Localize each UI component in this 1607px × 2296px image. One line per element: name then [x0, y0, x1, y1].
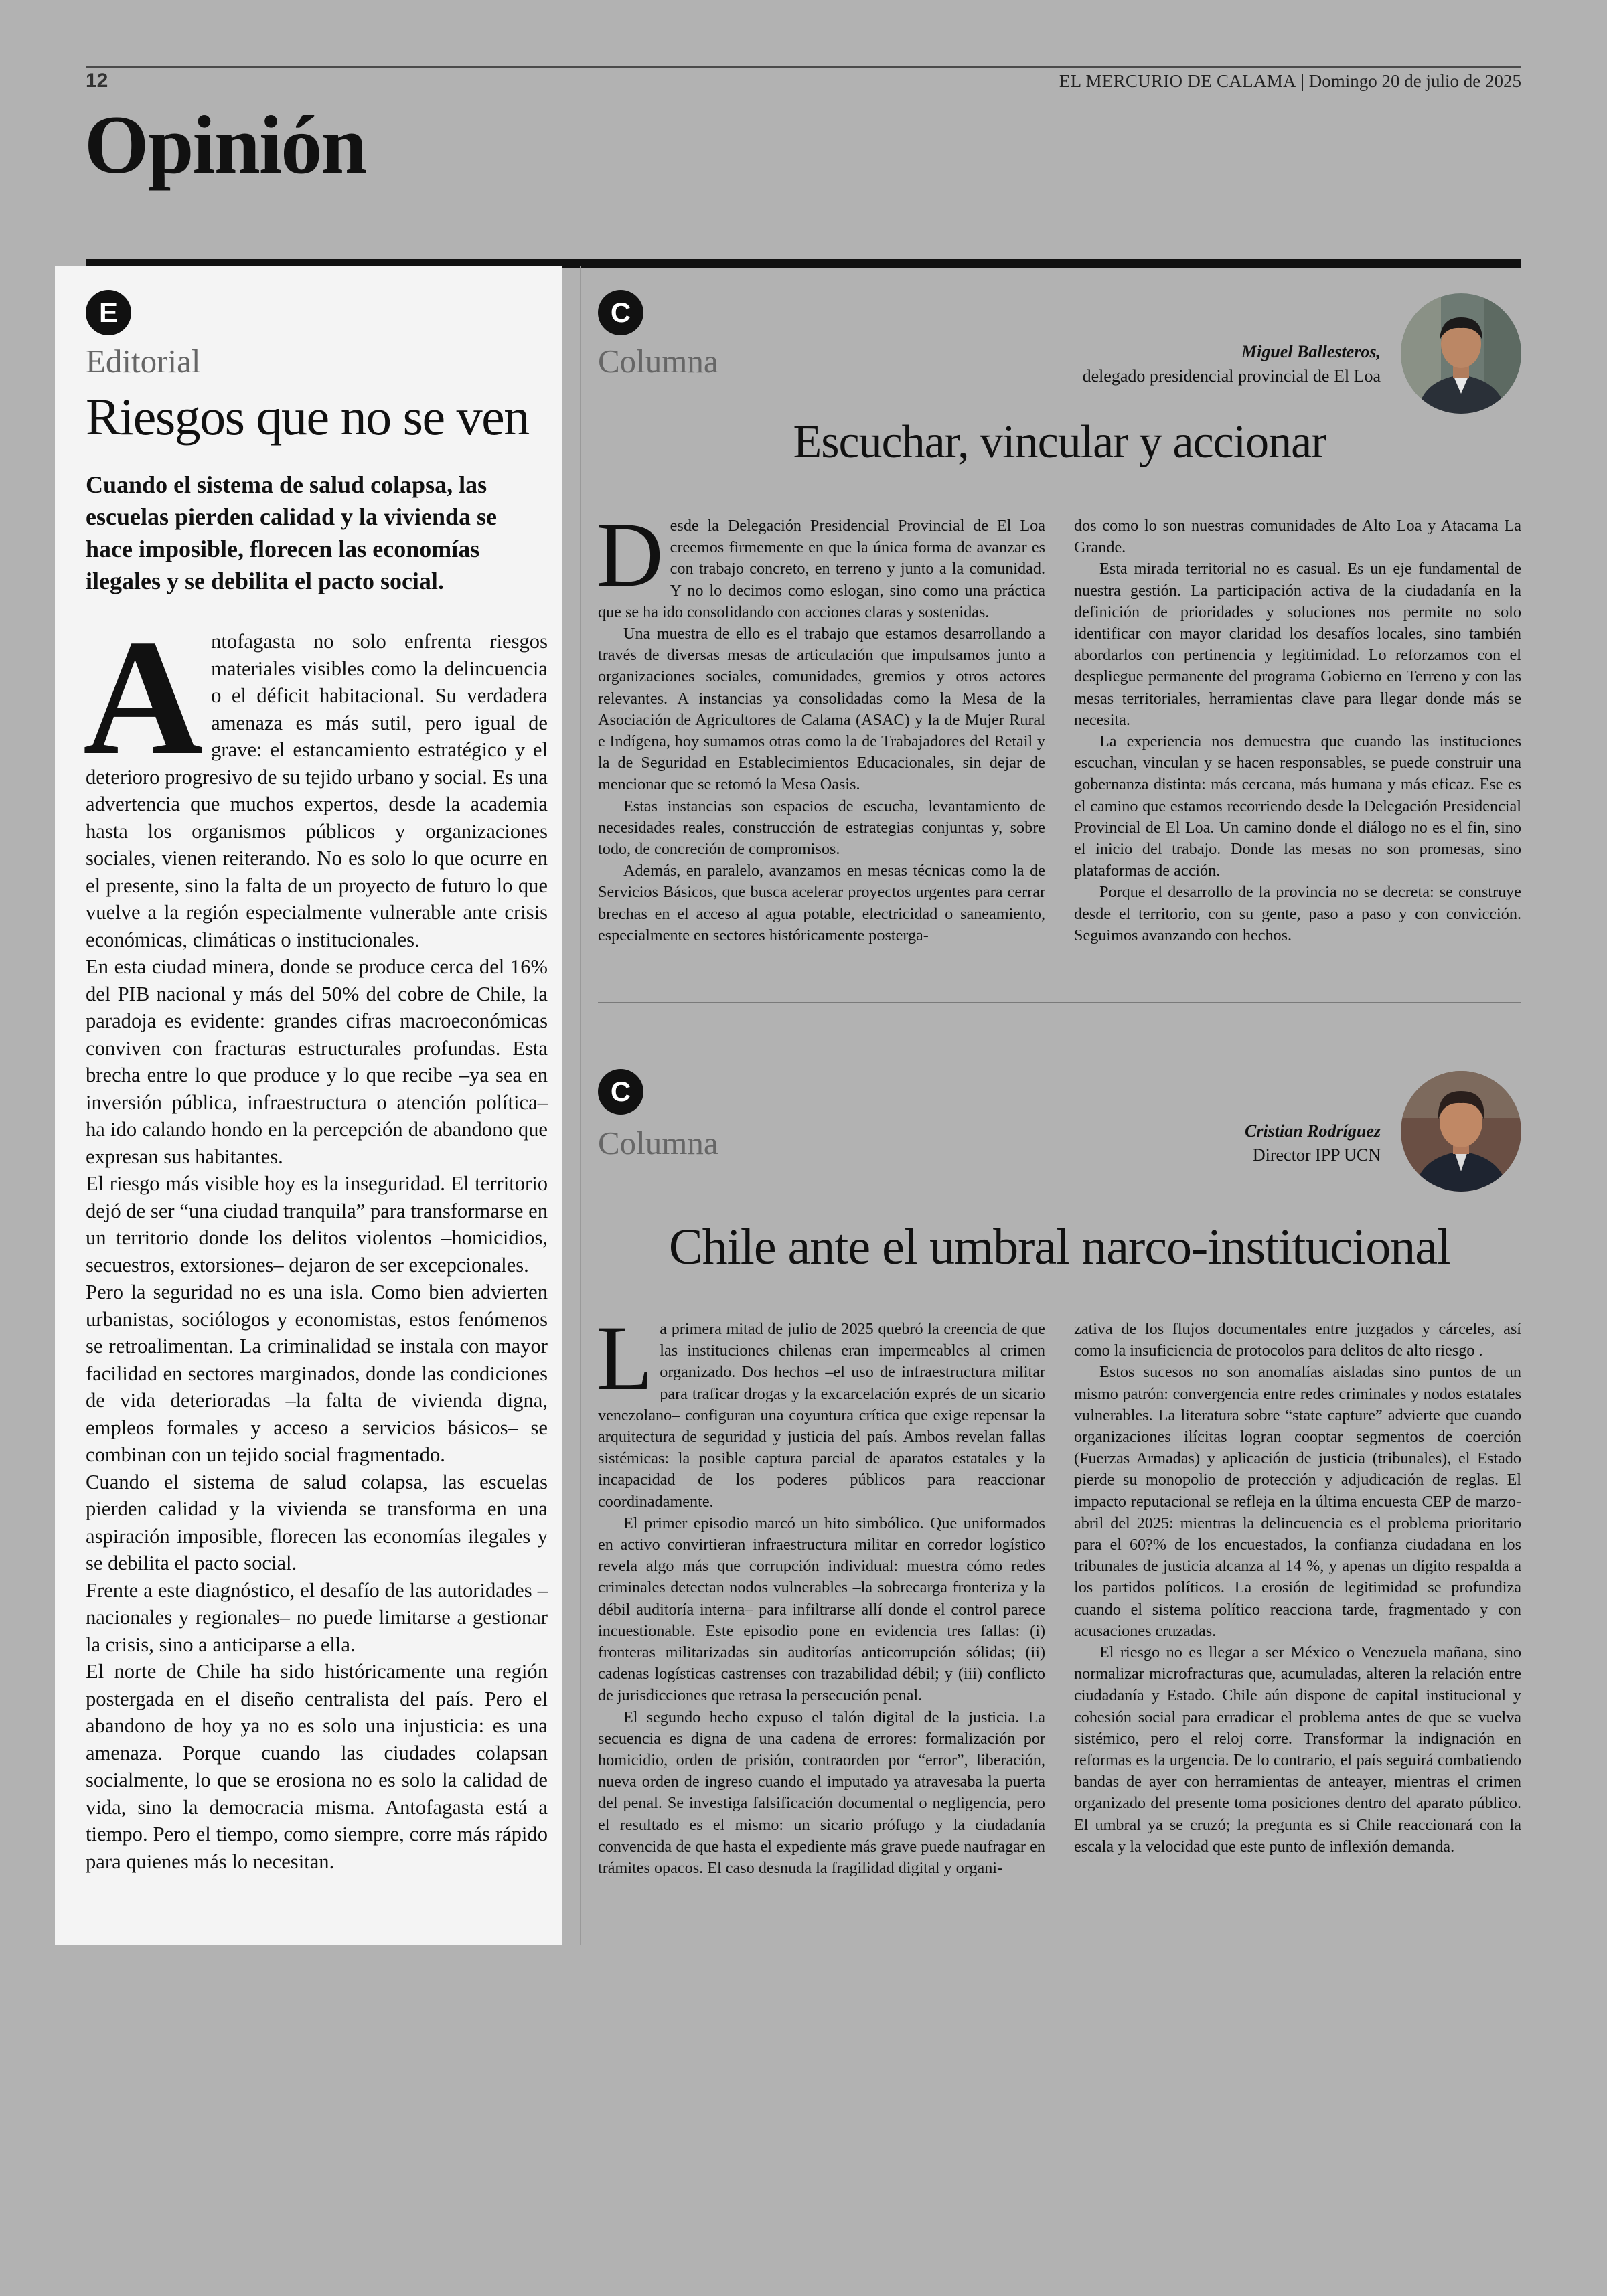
column1-paragraph: Porque el desarrollo de la provincia no se decreta: se construye desde el territorio, con su gente, paso a paso y con convicción. Seguimos avanzando con hechos.	[1074, 883, 1521, 945]
column1-headline: Escuchar, vincular y accionar	[793, 416, 1326, 468]
column1-paragraph: Estas instancias son espacios de escucha, levantamiento de necesidades reales, construcción de estrategias conjuntas y, sobre todo, de concreción de compromisos.	[598, 797, 1045, 859]
column1-author-photo	[1401, 293, 1521, 414]
editorial-badge: E	[86, 290, 131, 335]
editorial-paragraph: ntofagasta no solo enfrenta riesgos materiales visibles como la delincuencia o el déficit habitacional. Su verdadera amenaza es más sutil, pero igual de grave: el estancamiento estratégico y el deterioro progresivo de su tejido urbano y social. Es una advertencia que muchos expertos, desde la academia hasta los organismos públicos y organizaciones sociales, vienen reiterando. No es solo lo que ocurre en el presente, sino la falta de un proyecto de futuro lo que vuelve a la región especialmente vulnerable ante crisis económicas, climáticas o institucionales.	[86, 630, 548, 951]
editorial-headline: Riesgos que no se ven	[86, 388, 529, 446]
column2-paragraph: a primera mitad de julio de 2025 quebró la creencia de que las instituciones chilenas eran impermeables al crimen organizado. Dos hechos –el uso de infraestructura militar para traficar drogas y la excarcelación exprés de un sicario venezolano– configuran una coyuntura crítica que exige repensar la arquitectura de seguridad y justicia del país. Ambos revelan fallas sistémicas: la posible captura parcial de aparatos estatales y la incapacidad de los poderes públicos para reaccionar coordinadamente.	[598, 1320, 1045, 1511]
column2-text-right	[1074, 1319, 1521, 1858]
column2-paragraph: Estos sucesos no son anomalías aisladas sino puntos de un mismo patrón: convergencia entre redes criminales y nodos estatales vulnerables. La literatura sobre “state capture” advierte que cuando organizaciones ilícitas logran cooptar segmentos de coerción (Fuerzas Armadas) y aplicación de justicia (tribunales), el Estado pierde su monopolio de protección y adjudicación de reglas. El impacto reputacional se refleja en la última encuesta CEP de marzo-abril del 2025: mientras la delincuencia es el problema prioritario para el 60?% de los encuestados, la confianza ciudadana en los tribunales de justicia alcanza al 14 %, y apenas un dígito respalda a los partidos políticos. La erosión de legitimidad se profundiza cuando el sistema político reacciona tarde, fragmentado y con acusaciones cruzadas.	[1074, 1363, 1521, 1640]
section-title: Opinión	[84, 99, 366, 191]
editorial-paragraph: En esta ciudad minera, donde se produce cerca del 16% del PIB nacional y más del 50% del cobre de Chile, la paradoja es evidente: grandes cifras macroeconómicas conviven con fracturas estructurales profundas. Esta brecha entre lo que produce y lo que recibe –ya sea en inversión pública, infraestructura o atención política– ha ido calando hondo en la percepción de abandono que expresan sus habitantes.	[86, 955, 548, 1168]
editorial-paragraph: El norte de Chile ha sido históricamente una región postergada en el diseño centralista del país. Pero el abandono de hoy ya no es solo una injusticia: es una amenaza. Porque cuando las ciudades colapsan socialmente, lo que se erosiona no es solo la calidad de vida, sino la democracia misma. Antofagasta está a tiempo. Pero el tiempo, como siempre, corre más rápido para quienes más lo necesitan.	[86, 1660, 548, 1873]
column2-headline: Chile ante el umbral narco-institucional	[668, 1219, 1451, 1275]
column1-text-right	[1074, 515, 1521, 947]
column1-drop-cap: D	[597, 503, 664, 606]
column1-paragraph: Esta mirada territorial no es casual. Es un eje fundamental de nuestra gestión. La participación activa de la ciudadanía en la definición de prioridades y soluciones nos permite no solo identificar con mayor claridad los desafíos locales, sino también abordarlos con pertinencia y legitimidad. Lo reforzamos con el despliegue permanente del programa Gobierno en Terreno y con las mesas territoriales, herramientas clave para llegar donde más se necesita.	[1074, 560, 1521, 729]
column2-badge: C	[598, 1069, 643, 1115]
column2-paragraph: El riesgo no es llegar a ser México o Venezuela mañana, sino normalizar microfracturas que, acumuladas, alteren la relación entre ciudadanía y Estado. Chile aún dispone de capital institucional y cohesión social para erradicar el problema antes de que se vuelva sistémico, pero el reloj corre. Transformar la indignación en reformas es la urgencia. De lo contrario, el país seguirá combatiendo bandas de ayer con herramientas de anteayer, mientras el crimen organizado del presente toma posiciones dentro del aparato público. El umbral ya se cruzó; la pregunta es si Chile reaccionará con la escala y la velocidad que este punto de inflexión demanda.	[1074, 1643, 1521, 1856]
column2-author-photo	[1401, 1071, 1521, 1192]
column1-paragraph: esde la Delegación Presidencial Provincial de El Loa creemos firmemente en que la única forma de avanzar es con trabajo concreto, en terreno y junto a la comunidad. Y no lo decimos como eslogan, sino como una práctica que se ha ido consolidando con acciones claras y sostenidas.	[598, 517, 1045, 621]
column2-text-left	[597, 1307, 1045, 1879]
column1-paragraph: La experiencia nos demuestra que cuando las instituciones escuchan, vinculan y se hacen responsables, se puede construir una gobernanza distinta: más cercana, más humana y más eficaz. Ese es el camino que estamos recorriendo desde la Delegación Presidencial Provincial de El Loa. Un camino donde el diálogo no es el fin, sino el inicio del trabajo. Donde las mesas no son promesas, sino plataformas de acción.	[1074, 732, 1521, 880]
publication-date: Domingo 20 de julio de 2025	[1308, 71, 1521, 91]
editorial-paragraph: Pero la seguridad no es una isla. Como bien advierten urbanistas, sociólogos y economistas, estos fenómenos se retroalimentan. La criminalidad se instala con mayor facilidad en sectores marginados, donde las condiciones de vida deterioradas –la falta de vivienda digna, empleos formales y acceso a servicios básicos– se combinan con un tejido social fragmentado.	[86, 1281, 548, 1466]
publication-name: EL MERCURIO DE CALAMA	[1059, 71, 1296, 91]
column2-kicker: Columna	[598, 1125, 718, 1161]
editorial-body	[83, 605, 548, 1875]
column2-byline	[1245, 1119, 1381, 1167]
column1-badge: C	[598, 290, 643, 335]
article-divider	[598, 1002, 1521, 1003]
column1-kicker: Columna	[598, 343, 718, 380]
editorial-paragraph: Frente a este diagnóstico, el desafío de las autoridades –nacionales y regionales– no puede limitarse a gestionar la crisis, sino a anticiparse a ella.	[86, 1578, 548, 1656]
folio	[1059, 71, 1521, 92]
page-number: 12	[86, 70, 108, 92]
editorial-paragraph: El riesgo más visible hoy es la inseguridad. El territorio dejó de ser “una ciudad tranquila” para transformarse en un territorio donde los delitos violentos –homicidios, secuestros, extorsiones– dejaron de ser excepcionales.	[86, 1172, 548, 1277]
editorial-lead: Cuando el sistema de salud colapsa, las escuelas pierden calidad y la vivienda se hace imposible, florecen las economías ilegales y se debilita el pacto social.	[86, 471, 498, 594]
header-rule	[86, 66, 1521, 68]
column2-author-name: Cristian Rodríguez	[1244, 1121, 1381, 1141]
column1-byline	[1083, 340, 1381, 388]
editorial-paragraph: Cuando el sistema de salud colapsa, las escuelas pierden calidad y la vivienda se transforma en una aspiración imposible, florecen las economías ilegales y se debilita el pacto social.	[86, 1470, 548, 1574]
editorial-kicker: Editorial	[86, 343, 201, 380]
column1-paragraph: dos como lo son nuestras comunidades de Alto Loa y Atacama La Grande.	[1074, 517, 1521, 557]
column2-paragraph: El segundo hecho expuso el talón digital de la justicia. La secuencia es digna de una cadena de errores: formalización por homicidio, orden de prisión, contraorden por “error”, liberación, nueva orden de ingreso cuando el imputado ya atravesaba la puerta del penal. Se investiga falsificación documental o negligencia, pero el resultado es el mismo: un sicario prófugo y la ciudadanía convencida de que hasta el expediente más grave puede naufragar en trámites opacos. El caso desnuda la fragilidad digital y organi-	[598, 1708, 1045, 1878]
column1-author-name: Miguel Ballesteros,	[1241, 342, 1381, 361]
column1-paragraph: Una muestra de ello es el trabajo que estamos desarrollando a través de diversas mesas de articulación que impulsamos junto a organizaciones sociales, comunidades, gremios y otros actores relevantes. A instancias ya consolidadas como la Mesa de la Asociación de Agricultores de Calama (ASAC) y la de Mujer Rural e Indígena, hoy sumamos otras como la de Trabajadores del Retail y la de Seguridad en Establecimientos Educacionales, sin dejar de mencionar que se retomó la Mesa Oasis.	[598, 625, 1045, 794]
column2-drop-cap: L	[597, 1307, 654, 1409]
column2-author-role: Director IPP UCN	[1252, 1145, 1381, 1165]
column2-paragraph: El primer episodio marcó un hito simbólico. Que uniformados en activo convirtieran infraestructura militar en corredor logístico revela algo más que corrupción individual: muestra cómo redes criminales detectan nodos vulnerables –la sobrecarga fronteriza y la débil auditoría interna– para infiltrarse allí donde el control parece incuestionable. Este episodio pone en evidencia tres fallas: (i) fronteras militarizadas sin auditorías anticorrupción sólidas; (ii) cadenas logísticas castrenses con trazabilidad débil; y (iii) conflicto de jurisdicciones que retrasa la persecución penal.	[598, 1513, 1045, 1705]
column1-author-role: delegado presidencial provincial de El Loa	[1082, 366, 1381, 386]
editorial-drop-cap: A	[83, 605, 204, 789]
folio-separator: |	[1300, 71, 1305, 91]
column-divider	[580, 266, 581, 1945]
column1-paragraph: Además, en paralelo, avanzamos en mesas técnicas como la de Servicios Básicos, que busca acelerar proyectos urgentes para cerrar brechas en el acceso al agua potable, electricidad o saneamiento, especialmente en sectores históricamente posterga-	[598, 862, 1045, 945]
column2-paragraph: zativa de los flujos documentales entre juzgados y cárceles, así como la insuficiencia de protocolos para delitos de alto riesgo .	[1074, 1320, 1521, 1360]
column1-text-left	[597, 503, 1045, 947]
